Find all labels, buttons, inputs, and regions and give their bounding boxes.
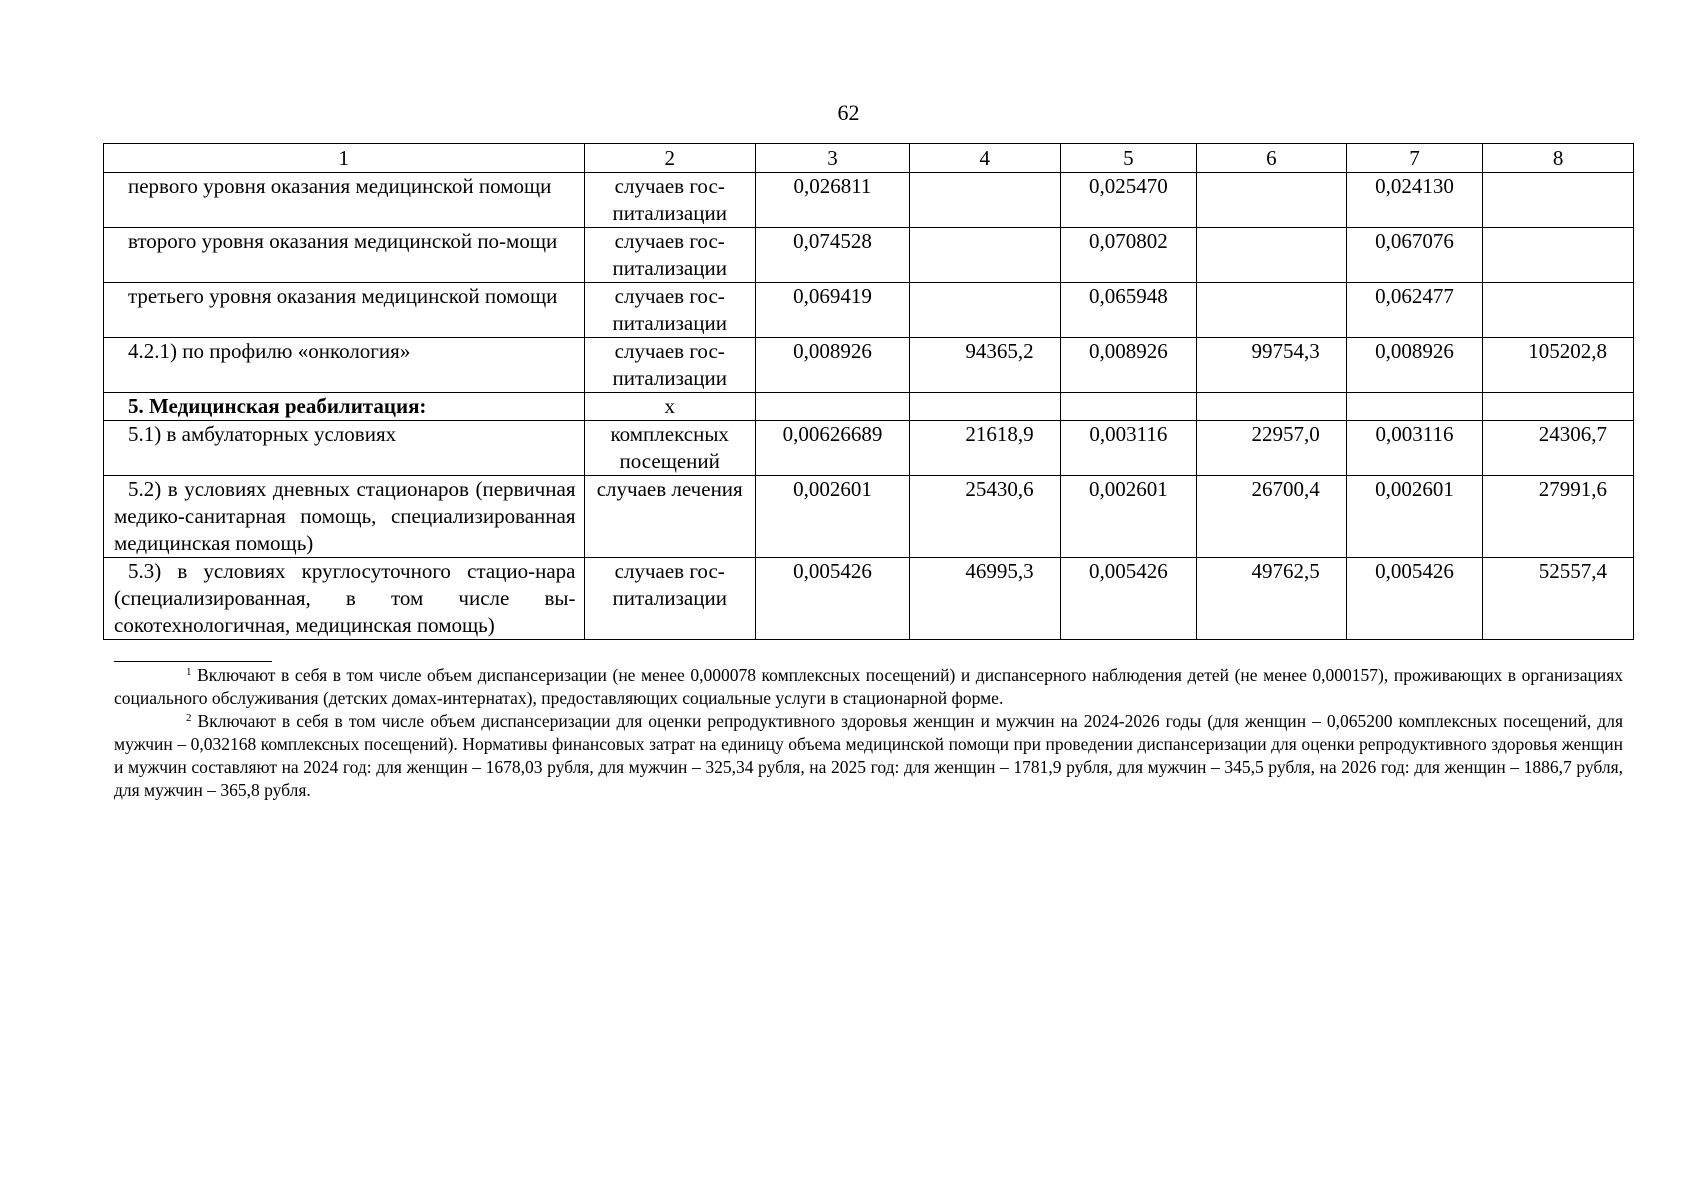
row-label: 5.2) в условиях дневных стационаров (первичная медико-санитарная помощь, специализированная медицинская помощь)	[104, 476, 585, 558]
value-cell	[1483, 173, 1634, 228]
value-cell	[1483, 393, 1634, 421]
unit-cell: случаев гос-питализации	[584, 283, 755, 338]
column-number-2: 2	[584, 144, 755, 173]
table-row	[104, 338, 1634, 393]
value-cell: 0,067076	[1346, 228, 1483, 283]
value-cell: 0,070802	[1060, 228, 1197, 283]
value-cell: 105202,8	[1483, 338, 1634, 393]
value-cell	[755, 393, 909, 421]
value-cell: 0,008926	[1346, 338, 1483, 393]
column-number-5: 5	[1060, 144, 1197, 173]
footnote-1-text: Включают в себя в том числе объем диспансеризации (не менее 0,000078 комплексных посещений) и диспансерного наблюдения детей (не менее 0,000157), проживающих в организациях социального обслуживания (детских домах-интернатах), предоставляющих социальные услуги в стационарной форме.	[114, 665, 1623, 708]
value-cell: 0,005426	[1346, 558, 1483, 640]
footnote-1	[114, 664, 1623, 710]
row-label: третьего уровня оказания медицинской помощи	[104, 283, 585, 338]
footnote-2-text: Включают в себя в том числе объем диспансеризации для оценки репродуктивного здоровья женщин и мужчин на 2024-2026 годы (для женщин – 0,065200 комплексных посещений, для мужчин – 0,032168 комплексных посещений). Нормативы финансовых затрат на единицу объема медицинской помощи при проведении диспансеризации для оценки репродуктивного здоровья женщин и мужчин составляют на 2024 год: для женщин – 1678,03 рубля, для мужчин – 325,34 рубля, на 2025 год: для женщин – 1781,9 рубля, для мужчин – 345,5 рубля, на 2026 год: для женщин – 1886,7 рубля, для мужчин – 365,8 рубля.	[114, 711, 1623, 800]
column-number-4: 4	[909, 144, 1060, 173]
value-cell: 0,002601	[1060, 476, 1197, 558]
unit-cell: случаев гос-питализации	[584, 558, 755, 640]
value-cell: 0,025470	[1060, 173, 1197, 228]
value-cell	[1197, 393, 1347, 421]
footnote-1-mark: 1	[186, 666, 192, 678]
value-cell: 52557,4	[1483, 558, 1634, 640]
value-cell: 46995,3	[909, 558, 1060, 640]
column-number-6: 6	[1197, 144, 1347, 173]
value-cell: 0,008926	[755, 338, 909, 393]
table-row	[104, 558, 1634, 640]
row-label: 5.3) в условиях круглосуточного стацио-нара (специализированная, в том числе вы-сокотехнологичная, медицинская помощь)	[104, 558, 585, 640]
value-cell: 0,002601	[755, 476, 909, 558]
table-row	[104, 228, 1634, 283]
value-cell: 0,065948	[1060, 283, 1197, 338]
value-cell	[1197, 283, 1347, 338]
column-number-3: 3	[755, 144, 909, 173]
value-cell	[1197, 173, 1347, 228]
value-cell: 94365,2	[909, 338, 1060, 393]
footnote-2-mark: 2	[186, 712, 192, 724]
column-number-1: 1	[104, 144, 585, 173]
value-cell: 0,026811	[755, 173, 909, 228]
value-cell: 21618,9	[909, 421, 1060, 476]
value-cell: 0,003116	[1060, 421, 1197, 476]
unit-cell: х	[584, 393, 755, 421]
unit-cell: случаев гос-питализации	[584, 173, 755, 228]
column-number-7: 7	[1346, 144, 1483, 173]
footnotes	[114, 664, 1623, 802]
value-cell: 0,074528	[755, 228, 909, 283]
value-cell: 0,003116	[1346, 421, 1483, 476]
row-label: 4.2.1) по профилю «онкология»	[104, 338, 585, 393]
unit-cell: случаев лечения	[584, 476, 755, 558]
unit-cell: комплексных посещений	[584, 421, 755, 476]
row-label: второго уровня оказания медицинской по-мощи	[104, 228, 585, 283]
table-row	[104, 283, 1634, 338]
value-cell: 0,008926	[1060, 338, 1197, 393]
value-cell	[1197, 228, 1347, 283]
value-cell	[909, 173, 1060, 228]
value-cell: 26700,4	[1197, 476, 1347, 558]
column-number-8: 8	[1483, 144, 1634, 173]
value-cell: 0,024130	[1346, 173, 1483, 228]
table-row-section-heading	[104, 393, 1634, 421]
value-cell: 99754,3	[1197, 338, 1347, 393]
value-cell	[1346, 393, 1483, 421]
table-row	[104, 421, 1634, 476]
standards-table	[103, 143, 1634, 640]
value-cell: 27991,6	[1483, 476, 1634, 558]
table-header-row	[104, 144, 1634, 173]
value-cell: 24306,7	[1483, 421, 1634, 476]
page-number: 62	[837, 100, 860, 125]
footnote-2	[114, 710, 1623, 802]
value-cell: 0,069419	[755, 283, 909, 338]
unit-cell: случаев гос-питализации	[584, 338, 755, 393]
table-row	[104, 173, 1634, 228]
value-cell: 22957,0	[1197, 421, 1347, 476]
footnote-divider	[114, 661, 272, 662]
value-cell: 0,005426	[755, 558, 909, 640]
value-cell	[909, 393, 1060, 421]
value-cell	[909, 228, 1060, 283]
value-cell: 0,005426	[1060, 558, 1197, 640]
value-cell	[1483, 228, 1634, 283]
unit-cell: случаев гос-питализации	[584, 228, 755, 283]
row-label: 5.1) в амбулаторных условиях	[104, 421, 585, 476]
value-cell: 25430,6	[909, 476, 1060, 558]
value-cell: 0,002601	[1346, 476, 1483, 558]
value-cell: 0,062477	[1346, 283, 1483, 338]
value-cell	[1060, 393, 1197, 421]
section-heading: 5. Медицинская реабилитация:	[104, 393, 585, 421]
value-cell	[1483, 283, 1634, 338]
value-cell: 49762,5	[1197, 558, 1347, 640]
value-cell	[909, 283, 1060, 338]
value-cell: 0,00626689	[755, 421, 909, 476]
table-row	[104, 476, 1634, 558]
row-label: первого уровня оказания медицинской помощи	[104, 173, 585, 228]
